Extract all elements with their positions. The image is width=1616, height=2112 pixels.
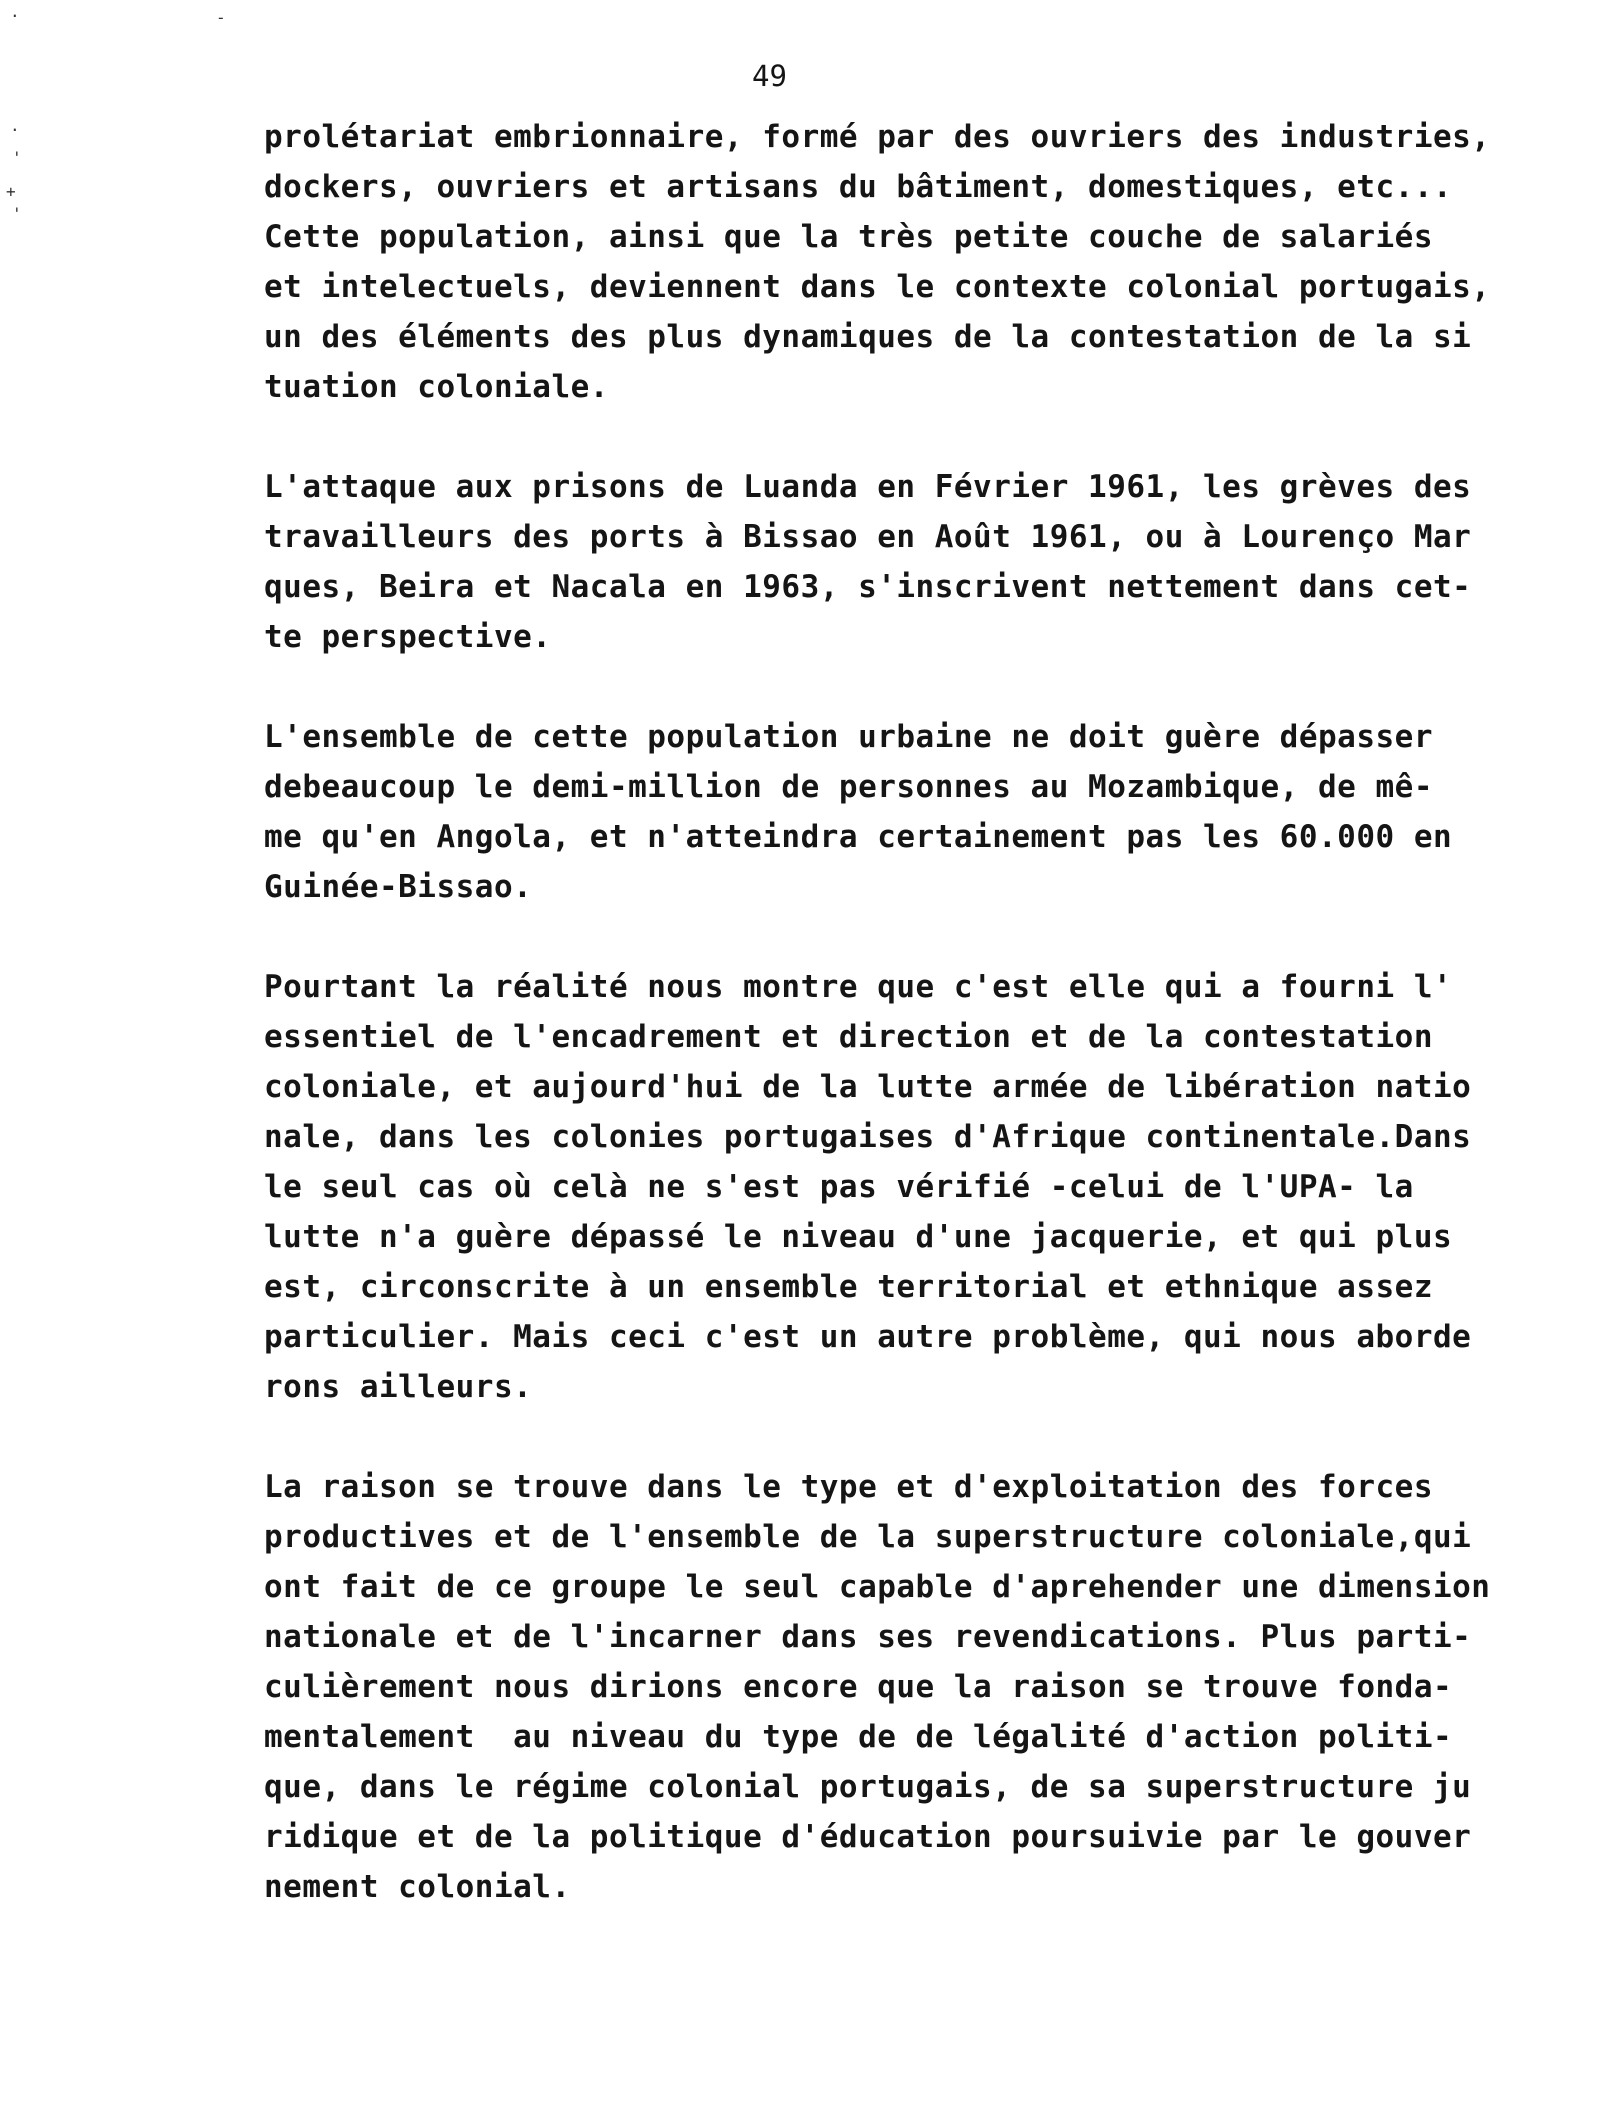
text-line: nationale et de l'incarner dans ses revendications. Plus parti- (264, 1619, 1472, 1655)
text-line: et intelectuels, deviennent dans le contexte colonial portugais, (264, 269, 1491, 305)
margin-mark: . (10, 116, 20, 135)
text-line: est, circonscrite à un ensemble territorial et ethnique assez (264, 1269, 1433, 1305)
paragraph (264, 1462, 1604, 1912)
text-line: dockers, ouvriers et artisans du bâtiment, domestiques, etc... (264, 169, 1453, 205)
margin-mark: - (216, 8, 226, 27)
text-line: un des éléments des plus dynamiques de la contestation de la si (264, 319, 1472, 355)
paragraph-gap (264, 412, 1604, 462)
text-line: rons ailleurs. (264, 1369, 533, 1405)
text-line: L'ensemble de cette population urbaine ne doit guère dépasser (264, 719, 1433, 755)
text-line: ridique et de la politique d'éducation poursuivie par le gouver (264, 1819, 1472, 1855)
text-line: ques, Beira et Nacala en 1963, s'inscrivent nettement dans cet- (264, 569, 1472, 605)
paragraph-gap (264, 1412, 1604, 1462)
paragraph (264, 962, 1604, 1412)
text-line: productives et de l'ensemble de la superstructure coloniale,qui (264, 1519, 1472, 1555)
text-line: nement colonial. (264, 1869, 571, 1905)
text-line: mentalement au niveau du type de de légalité d'action politi- (264, 1719, 1453, 1755)
text-line: coloniale, et aujourd'hui de la lutte armée de libération natio (264, 1069, 1472, 1105)
page-body (264, 112, 1604, 1912)
text-line: Guinée-Bissao. (264, 869, 533, 905)
margin-mark: ' (12, 204, 22, 223)
margin-mark: . (10, 2, 20, 21)
text-line: essentiel de l'encadrement et direction et de la contestation (264, 1019, 1433, 1055)
page-number: 49 (752, 59, 787, 93)
text-line: travailleurs des ports à Bissao en Août 1961, ou à Lourenço Mar (264, 519, 1472, 555)
text-line: debeaucoup le demi-million de personnes au Mozambique, de mê- (264, 769, 1433, 805)
text-line: le seul cas où celà ne s'est pas vérifié -celui de l'UPA- la (264, 1169, 1414, 1205)
text-line: nale, dans les colonies portugaises d'Afrique continentale.Dans (264, 1119, 1472, 1155)
paragraph-gap (264, 662, 1604, 712)
text-line: te perspective. (264, 619, 552, 655)
text-line: que, dans le régime colonial portugais, de sa superstructure ju (264, 1769, 1472, 1805)
text-line: Cette population, ainsi que la très petite couche de salariés (264, 219, 1433, 255)
paragraph-gap (264, 912, 1604, 962)
text-line: particulier. Mais ceci c'est un autre problème, qui nous aborde (264, 1319, 1472, 1355)
text-line: L'attaque aux prisons de Luanda en Février 1961, les grèves des (264, 469, 1472, 505)
margin-mark: ' (12, 148, 22, 167)
text-line: me qu'en Angola, et n'atteindra certainement pas les 60.000 en (264, 819, 1453, 855)
text-line: La raison se trouve dans le type et d'exploitation des forces (264, 1469, 1433, 1505)
text-line: Pourtant la réalité nous montre que c'est elle qui a fourni l' (264, 969, 1453, 1005)
paragraph (264, 112, 1604, 412)
paragraph (264, 712, 1604, 912)
paragraph (264, 462, 1604, 662)
text-line: ont fait de ce groupe le seul capable d'aprehender une dimension (264, 1569, 1491, 1605)
text-line: culièrement nous dirions encore que la raison se trouve fonda- (264, 1669, 1453, 1705)
margin-mark: + (6, 182, 16, 201)
text-line: prolétariat embrionnaire, formé par des ouvriers des industries, (264, 119, 1491, 155)
text-line: tuation coloniale. (264, 369, 609, 405)
margin-marks (4, 0, 226, 223)
text-line: lutte n'a guère dépassé le niveau d'une jacquerie, et qui plus (264, 1219, 1453, 1255)
